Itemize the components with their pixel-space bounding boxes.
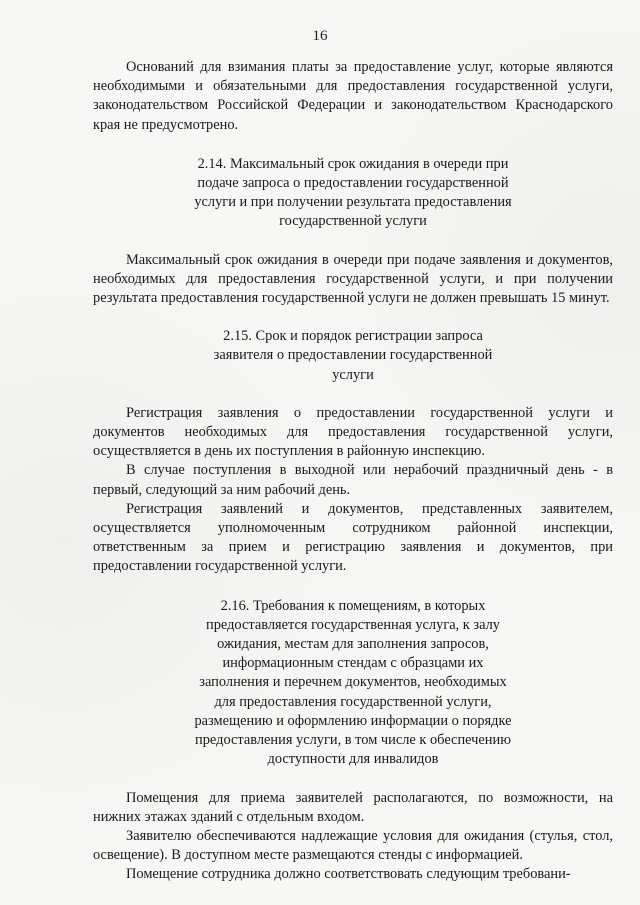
section-heading-2-15: 2.15. Срок и порядок регистрации запроса заявителя о предоставлении государственной услуги [213,328,493,383]
paragraph-registration: Регистрация заявления о предоставлении государственной услуги и документов необходимых для предоставления государственной услуги, осуществляется в день их поступления в районную инспекцию. [93,404,613,460]
paragraph-requirements: Помещение сотрудника должно соответствовать следующим требовани- [126,866,571,883]
paragraph-waiting-time: Максимальный срок ожидания в очереди при подаче заявления и документов, необходимых для предоставления государственной услуги, и при получении результата предоставления государственной услуги не должен превышать 15 минут. [93,251,613,307]
document-body [93,58,613,885]
section-heading-2-14: 2.14. Максимальный срок ожидания в очереди при подаче запроса о предоставлении государственной услуги и при получении результата предоставления государственной услуги [194,155,512,230]
page-number: 16 [312,28,328,44]
section-heading-2-16: 2.16. Требования к помещениям, в которых предоставляется государственная услуга, к залу ожидания, местам для заполнения запросов, информационным стендам с образцами их заполнения и перечнем документов, необходимых для предоставления государственной услуги, размещению и оформлению информации о порядке предоставления услуги, в том числе к обеспечению доступности для инвалидов [194,597,512,768]
paragraph-holiday: В случае поступления в выходной или нерабочий праздничный день - в первый, следующий за ним рабочий день. [93,462,613,498]
paragraph-registration-staff: Регистрация заявлений и документов, представленных заявителем, осуществляется уполномоченным сотрудником районной инспекции, ответственным за прием и регистрацию заявления и документов, при предоставлении государственной услуги. [93,500,613,575]
paragraph-payment: Оснований для взимания платы за предоставление услуг, которые являются необходимыми и обязательными для предоставления государственной услуги, законодательством Российской Федерации и законодательством Краснодарского края не предусмотрено. [93,59,613,133]
paragraph-conditions: Заявителю обеспечиваются надлежащие условия для ожидания (стулья, стол, освещение). В доступном месте размещаются стенды с информацией. [93,827,613,864]
paragraph-premises: Помещения для приема заявителей располагаются, по возможности, на нижних этажах зданий с отдельным входом. [93,789,613,825]
